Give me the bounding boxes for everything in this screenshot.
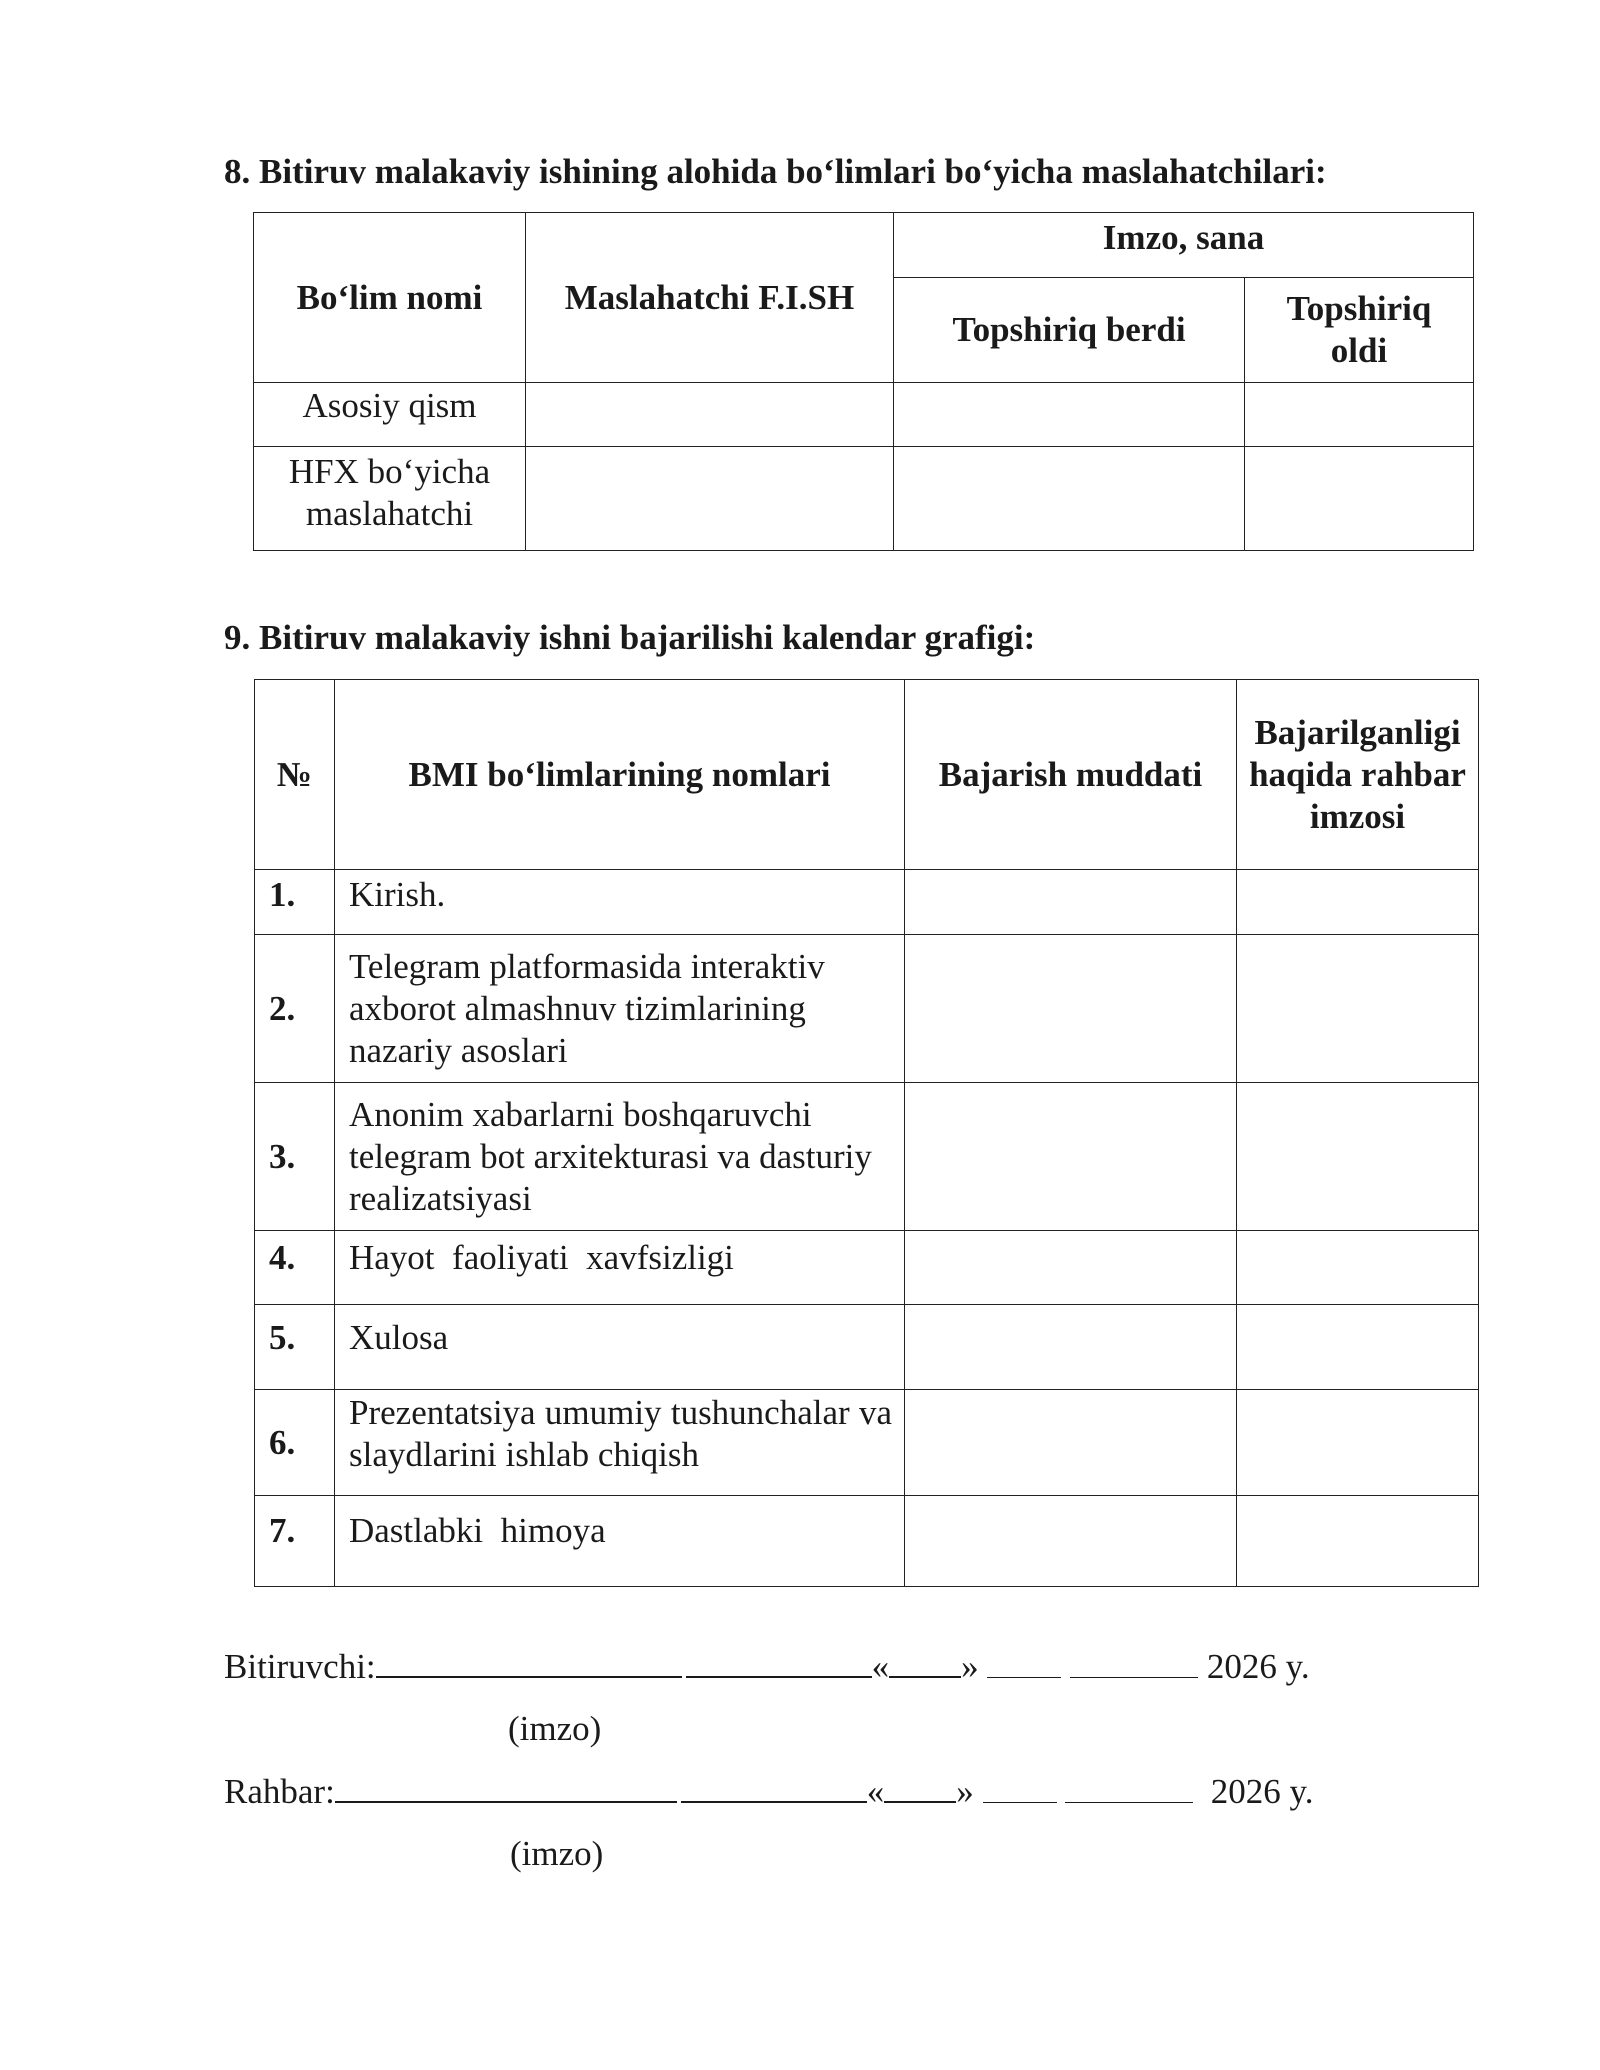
bitiruvchi-label: Bitiruvchi: (224, 1647, 376, 1686)
bitiruvchi-month-field-2[interactable] (1070, 1647, 1198, 1678)
row-number: 4. (255, 1231, 335, 1305)
rahbar-month-field-2[interactable] (1065, 1772, 1193, 1803)
topshiriq-oldi-cell[interactable] (1245, 447, 1474, 551)
table-row (255, 1305, 1479, 1390)
row-number: 1. (255, 870, 335, 935)
rahbar-name-field[interactable] (681, 1771, 867, 1803)
section-8-title: 8. Bitiruv malakaviy ishining alohida bo‘limlari bo‘yicha maslahatchilari: (224, 152, 1327, 191)
signature-cell[interactable] (1237, 1390, 1479, 1496)
schedule-header-row (255, 680, 1479, 870)
advisor-name-cell[interactable] (526, 383, 894, 447)
rahbar-imzo-caption: (imzo) (510, 1834, 604, 1873)
deadline-cell[interactable] (905, 1305, 1237, 1390)
deadline-cell[interactable] (905, 1496, 1237, 1587)
advisor-section-name: Asosiy qism (254, 383, 526, 447)
row-number: 6. (255, 1390, 335, 1496)
topshiriq-berdi-cell[interactable] (894, 447, 1245, 551)
bitiruvchi-imzo-caption: (imzo) (508, 1709, 602, 1748)
row-section-name: Xulosa (335, 1305, 905, 1390)
rahbar-year: 2026 y. (1210, 1772, 1314, 1811)
table-row (255, 1390, 1479, 1496)
section-9-title: 9. Bitiruv malakaviy ishni bajarilishi kalendar grafigi: (224, 618, 1036, 657)
deadline-cell[interactable] (905, 870, 1237, 935)
open-quote: « (866, 1772, 885, 1811)
topshiriq-oldi-cell[interactable] (1245, 383, 1474, 447)
header-imzo-sana: Imzo, sana (894, 213, 1474, 278)
signature-cell[interactable] (1237, 1231, 1479, 1305)
advisors-table (253, 212, 1474, 551)
signature-cell[interactable] (1237, 870, 1479, 935)
rahbar-signature-field[interactable] (335, 1771, 677, 1803)
rahbar-signature-line (224, 1770, 1314, 1814)
row-number: 7. (255, 1496, 335, 1587)
rahbar-day-field[interactable] (884, 1771, 956, 1803)
header-bmi-nomlari: BMI bo‘limlarining nomlari (335, 680, 905, 870)
signature-cell[interactable] (1237, 935, 1479, 1083)
row-section-name: Dastlabki himoya (335, 1496, 905, 1587)
deadline-cell[interactable] (905, 1083, 1237, 1231)
table-row (255, 870, 1479, 935)
bitiruvchi-day-field[interactable] (889, 1646, 961, 1678)
advisor-section-name: HFX bo‘yicha maslahatchi (254, 447, 526, 551)
advisors-header-row (254, 213, 1474, 278)
bitiruvchi-signature-field[interactable] (376, 1646, 682, 1678)
open-quote: « (871, 1647, 890, 1686)
row-section-name: Anonim xabarlarni boshqaruvchi telegram bot arxitekturasi va dasturiy realizatsiyasi (335, 1083, 905, 1231)
topshiriq-berdi-cell[interactable] (894, 383, 1245, 447)
signature-cell[interactable] (1237, 1083, 1479, 1231)
bitiruvchi-name-field[interactable] (686, 1646, 872, 1678)
signature-cell[interactable] (1237, 1496, 1479, 1587)
table-row (255, 935, 1479, 1083)
row-section-name: Telegram platformasida interaktiv axborot almashnuv tizimlarining nazariy asoslari (335, 935, 905, 1083)
row-number: 5. (255, 1305, 335, 1390)
signature-cell[interactable] (1237, 1305, 1479, 1390)
row-section-name: Hayot faoliyati xavfsizligi (335, 1231, 905, 1305)
row-number: 2. (255, 935, 335, 1083)
header-bajarish-muddati: Bajarish muddati (905, 680, 1237, 870)
deadline-cell[interactable] (905, 935, 1237, 1083)
schedule-table (254, 679, 1479, 1587)
header-maslahatchi: Maslahatchi F.I.SH (526, 213, 894, 383)
table-row (254, 383, 1474, 447)
bitiruvchi-month-field[interactable] (987, 1647, 1061, 1678)
rahbar-month-field[interactable] (983, 1772, 1057, 1803)
header-number: № (255, 680, 335, 870)
header-topshiriq-oldi: Topshiriq oldi (1245, 278, 1474, 383)
table-row (255, 1496, 1479, 1587)
header-rahbar-imzosi: Bajarilganligi haqida rahbar imzosi (1237, 680, 1479, 870)
advisor-name-cell[interactable] (526, 447, 894, 551)
row-number: 3. (255, 1083, 335, 1231)
row-section-name: Kirish. (335, 870, 905, 935)
table-row (254, 447, 1474, 551)
close-quote: » (961, 1647, 979, 1686)
close-quote: » (956, 1772, 974, 1811)
deadline-cell[interactable] (905, 1390, 1237, 1496)
header-topshiriq-berdi: Topshiriq berdi (894, 278, 1245, 383)
table-row (255, 1083, 1479, 1231)
row-section-name: Prezentatsiya umumiy tushunchalar va slaydlarini ishlab chiqish (335, 1390, 905, 1496)
rahbar-label: Rahbar: (224, 1772, 335, 1811)
bitiruvchi-signature-line (224, 1645, 1310, 1689)
header-bolim-nomi: Bo‘lim nomi (254, 213, 526, 383)
table-row (255, 1231, 1479, 1305)
bitiruvchi-year: 2026 y. (1206, 1647, 1310, 1686)
deadline-cell[interactable] (905, 1231, 1237, 1305)
